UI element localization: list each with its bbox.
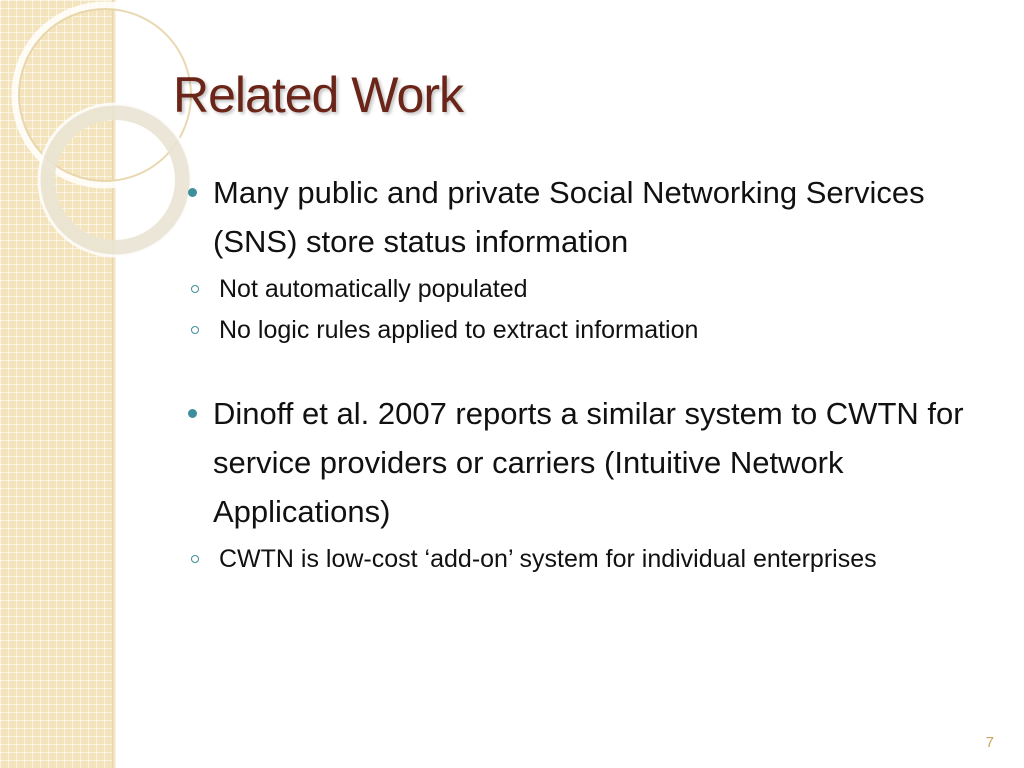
slide-title: Related Work [173,67,463,123]
sub-bullet-list [213,269,968,351]
bullet-item [188,389,968,580]
sub-bullet-text: CWTN is low-cost ‘add-on’ system for individual enterprises [219,545,877,573]
sub-bullet-item [188,310,968,351]
bullet-spacer [188,351,968,389]
decorative-rings [0,0,200,260]
sub-bullet-ring-icon [191,326,199,334]
bullet-dot-icon [188,409,197,418]
bullet-dot-icon [188,188,197,197]
sub-bullet-item [188,269,968,310]
bullet-item [188,168,968,351]
sub-bullet-item [188,539,968,580]
page-number: 7 [985,734,994,751]
sub-bullet-text: No logic rules applied to extract information [219,316,699,344]
sub-bullet-list [213,539,968,580]
sub-bullet-ring-icon [191,555,199,563]
slide-content [188,168,968,580]
sub-bullet-ring-icon [191,285,199,293]
bullet-text: Dinoff et al. 2007 reports a similar system to CWTN for service providers or carriers (Intuitive Network Applications) [213,396,964,529]
bullet-list [188,168,968,580]
sub-bullet-text: Not automatically populated [219,275,528,303]
bullet-text: Many public and private Social Networking Services (SNS) store status information [213,175,925,259]
